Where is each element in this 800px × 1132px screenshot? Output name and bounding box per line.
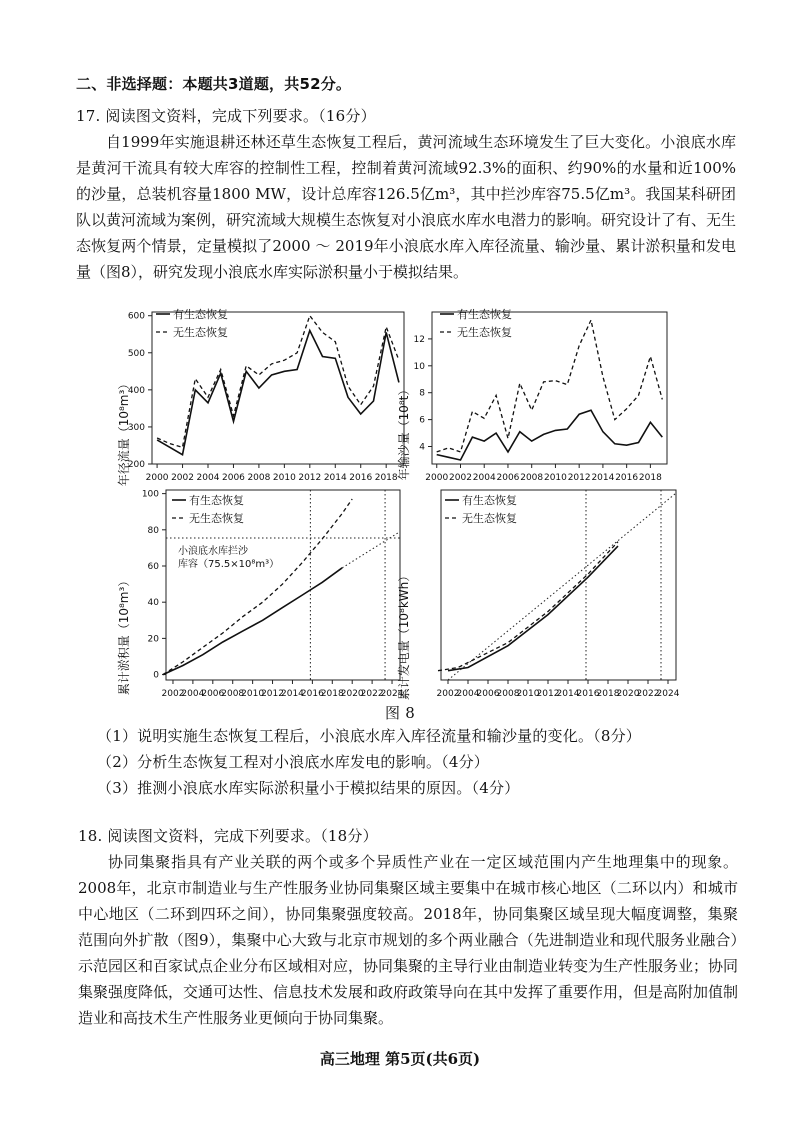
subquestion-3: （3）推测小浪底水库实际淤积量小于模拟结果的原因。（4分） — [97, 779, 520, 797]
y-axis-label: 年输沙量（10⁸t） — [397, 383, 411, 481]
q17-paragraph: 自1999年实施退耕还林还草生态恢复工程后，黄河流域生态环境发生了巨大变化。小浪底水库是黄河干流具有较大库容的控制性工程，控制着黄河流域92.3%的面积、约90%的水量和近100%的沙量，总装机容量1800 MW，设计总库容126.5亿m³，其中拦沙库容75.5亿m³。我国某科研团队以黄河流域为案例，研究流域大规模生态恢复对小浪底水库水电潜力的影响。研究设计了有、无生态恢复两个情景，定量模拟了2000 ～ 2019年小浪底水库入库径流量、输沙量、累计淤积量和发电量（图8），研究发现小浪底水库实际淤积量小于模拟结果。 — [76, 133, 737, 281]
chart-panel-3 — [116, 490, 404, 699]
x-tick-label: 2006 — [496, 473, 520, 483]
x-tick-label: 2002 — [171, 473, 194, 483]
legend-label-with-restoration: 有生态恢复 — [457, 308, 512, 321]
x-tick-label: 2018 — [374, 473, 398, 483]
x-tick-label: 2002 — [449, 473, 472, 483]
x-tick-label: 2018 — [320, 689, 344, 699]
y-tick-label: 6 — [419, 415, 425, 426]
q18-paragraph: 协同集聚指具有产业关联的两个或多个异质性产业在一定区域范围内产生地理集中的现象。2008年，北京市制造业与生产性服务业协同集聚区域主要集中在城市核心地区（二环以内）和城市中心地区（二环到四环之间），协同集聚强度较高。2018年，协同集聚区域呈现大幅度调整，集聚范围向外扩散（图9），集聚中心大致与北京市规划的多个两业融合（先进制造业和现代服务业融合）示范园区和百家试点企业分布区域相对应，协同集聚的主导行业由制造业转变为生产性服务业；协同集聚强度降低，交通可达性、信息技术发展和政府政策导向在其中发挥了重要作用，但是高附加值制造业和高技术生产性服务业更倾向于协同集聚。 — [78, 853, 739, 1027]
y-tick-label: 500 — [127, 348, 145, 359]
x-tick-label: 2004 — [472, 473, 496, 483]
legend-label-without-restoration: 无生态恢复 — [189, 512, 244, 525]
y-tick-label: 20 — [147, 634, 159, 645]
x-tick-label: 2010 — [543, 473, 567, 483]
series-line-with-restoration — [157, 331, 399, 455]
legend-label-with-restoration: 有生态恢复 — [189, 494, 244, 507]
x-tick-label: 2016 — [349, 473, 373, 483]
x-tick-label: 2004 — [181, 689, 205, 699]
y-axis-label: 年径流量（10⁸m³） — [117, 377, 131, 487]
figure-caption: 图 8 — [385, 704, 415, 722]
q18-title: 18. 阅读图文资料，完成下列要求。（18分） — [78, 827, 378, 845]
legend-label-with-restoration: 有生态恢复 — [173, 308, 228, 321]
series-line-with-restoration — [163, 568, 342, 675]
x-tick-label: 2012 — [261, 689, 284, 699]
q17-material — [76, 129, 736, 285]
capacity-annotation — [178, 544, 279, 570]
x-tick-label: 2006 — [201, 689, 225, 699]
x-tick-label: 2006 — [476, 689, 500, 699]
legend-label-without-restoration: 无生态恢复 — [173, 326, 228, 339]
series-line-with-restoration — [448, 546, 618, 671]
x-tick-label: 2014 — [591, 473, 615, 483]
y-tick-label: 0 — [153, 670, 159, 681]
q17-title: 17. 阅读图文资料，完成下列要求。（16分） — [76, 107, 376, 125]
x-tick-label: 2008 — [520, 473, 544, 483]
x-tick-label: 2012 — [567, 473, 591, 483]
annotation-line-2: 库容（75.5×10⁸m³） — [178, 558, 280, 570]
x-tick-label: 2014 — [556, 689, 580, 699]
x-tick-label: 2020 — [340, 689, 364, 699]
y-axis-label: 累计发电量（10⁸kWh） — [397, 569, 411, 701]
chart-panel-4 — [396, 490, 680, 700]
x-tick-label: 2024 — [656, 689, 680, 699]
x-tick-label: 2010 — [241, 689, 265, 699]
y-tick-label: 10 — [413, 361, 425, 372]
legend-label-without-restoration: 无生态恢复 — [462, 512, 517, 525]
y-tick-label: 80 — [147, 525, 159, 536]
series-line-with-restoration — [437, 410, 663, 460]
x-tick-label: 2024 — [380, 689, 404, 699]
x-tick-label: 2014 — [323, 473, 347, 483]
chart-panel-2 — [396, 307, 667, 483]
x-tick-label: 2000 — [425, 473, 449, 483]
y-tick-label: 200 — [127, 460, 145, 470]
x-tick-label: 2000 — [145, 473, 169, 483]
y-tick-label: 8 — [419, 388, 425, 399]
y-tick-label: 4 — [419, 442, 425, 453]
series-line-without-restoration — [438, 542, 618, 671]
x-tick-label: 2002 — [436, 689, 460, 699]
x-tick-label: 2016 — [576, 689, 600, 699]
x-tick-label: 2020 — [616, 689, 640, 699]
y-tick-label: 100 — [141, 489, 159, 500]
y-tick-label: 300 — [127, 422, 145, 433]
x-tick-label: 2022 — [636, 689, 660, 699]
x-tick-label: 2010 — [272, 473, 296, 483]
x-tick-label: 2010 — [516, 689, 540, 699]
x-tick-label: 2004 — [196, 473, 220, 483]
x-tick-label: 2012 — [536, 689, 560, 699]
legend-label-with-restoration: 有生态恢复 — [462, 494, 517, 507]
x-tick-label: 2008 — [221, 689, 245, 699]
q18-material — [78, 849, 738, 1031]
x-tick-label: 2002 — [161, 689, 185, 699]
series-line-without-restoration — [163, 499, 352, 675]
x-tick-label: 2022 — [360, 689, 384, 699]
subquestion-2: （2）分析生态恢复工程对小浪底水库发电的影响。（4分） — [97, 753, 489, 771]
x-tick-label: 2016 — [615, 473, 639, 483]
x-tick-label: 2014 — [281, 689, 304, 699]
annotation-line-1: 小浪底水库拦沙 — [178, 545, 248, 557]
y-tick-label: 60 — [147, 562, 159, 572]
figure-8 — [0, 300, 800, 720]
x-tick-label: 2006 — [222, 473, 245, 483]
page-footer: 高三地理 第5页(共6页) — [319, 1050, 481, 1068]
x-tick-label: 2008 — [247, 473, 271, 483]
section-heading: 二、非选择题：本题共3道题，共52分。 — [76, 75, 352, 93]
y-axis-label: 累计淤积量（10⁸m³） — [117, 574, 131, 696]
x-tick-label: 2016 — [300, 689, 324, 699]
y-tick-label: 400 — [127, 385, 145, 396]
y-tick-label: 12 — [413, 334, 425, 345]
x-tick-label: 2018 — [596, 689, 620, 699]
x-tick-label: 2018 — [638, 473, 662, 483]
legend-label-without-restoration: 无生态恢复 — [457, 326, 512, 339]
chart-panel-1 — [116, 307, 404, 486]
x-tick-label: 2008 — [496, 689, 520, 699]
subquestion-1: （1）说明实施生态恢复工程后，小浪底水库入库径流量和输沙量的变化。（8分） — [97, 727, 641, 745]
extrapolation-line — [342, 532, 400, 568]
y-tick-label: 40 — [147, 598, 159, 609]
x-tick-label: 2004 — [456, 689, 480, 699]
x-tick-label: 2012 — [298, 473, 322, 483]
y-tick-label: 600 — [127, 311, 145, 322]
